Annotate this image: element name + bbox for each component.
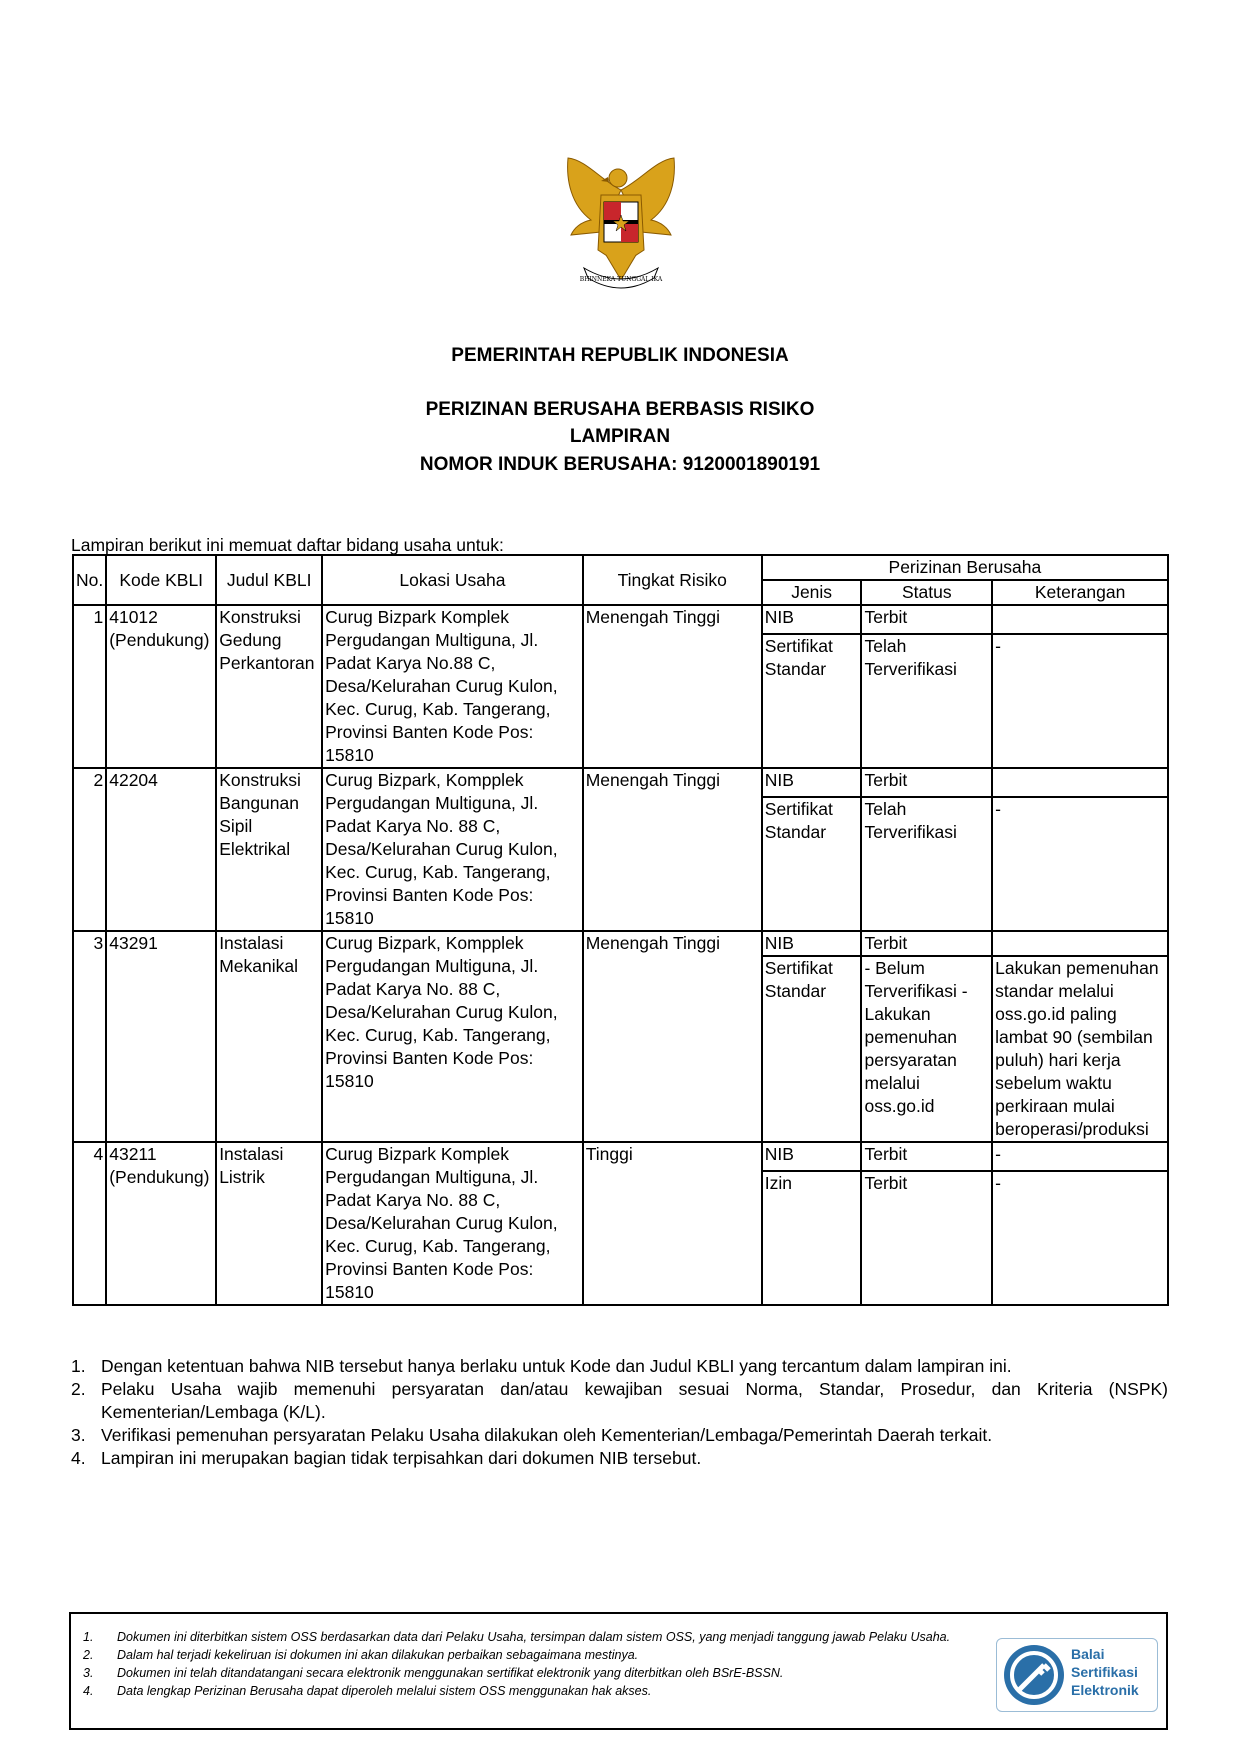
row-judul: Instalasi Mekanikal [216,931,322,1142]
row-risiko: Menengah Tinggi [583,931,762,1142]
footer-item [83,1664,983,1682]
note-number: 3. [71,1425,86,1445]
intro-text: Lampiran berikut ini memuat daftar bidang usaha untuk: [71,535,504,555]
table-row [73,1142,1168,1171]
table-row [73,605,1168,634]
logo-line: Elektronik [1071,1682,1139,1698]
note-item [71,1447,1168,1470]
row-judul: Instalasi Listrik [216,1142,322,1305]
footer-number: 3. [83,1666,94,1680]
note-item [71,1355,1168,1378]
header-no: No. [73,555,106,605]
footer-text: Data lengkap Perizinan Berusaha dapat diperoleh melalui sistem OSS menggunakan hak akses. [117,1684,652,1698]
footer-text: Dokumen ini telah ditandatangani secara elektronik menggunakan sertifikat elektronik yang diterbitkan oleh BSrE-BSSN. [117,1666,784,1680]
kbli-table [72,554,1169,1306]
table-row [73,931,1168,956]
header-keterangan: Keterangan [992,580,1168,605]
izin-ket: - [992,1142,1168,1171]
emblem-motto: BHINNEKA TUNGGAL IKA [579,276,663,283]
izin-status: Terbit [861,1142,992,1171]
note-item [71,1378,1168,1424]
footer-item [83,1646,983,1664]
header-jenis: Jenis [762,580,862,605]
document-subtitle: LAMPIRAN [569,426,671,447]
row-no: 3 [73,931,106,1142]
izin-status: Telah Terverifikasi [861,797,992,931]
row-risiko: Menengah Tinggi [583,605,762,768]
bsre-logo [996,1638,1158,1712]
row-no: 4 [73,1142,106,1305]
izin-status: Terbit [861,1171,992,1305]
footer-item [83,1682,983,1700]
izin-jenis: Sertifikat Standar [762,956,862,1142]
row-no: 2 [73,768,106,931]
izin-ket: Lakukan pemenuhan standar melalui oss.go.id paling lambat 90 (sembilan puluh) hari kerja sebelum waktu perkiraan mulai beroperasi/produksi [992,956,1168,1142]
note-item [71,1424,1168,1447]
header-risiko: Tingkat Risiko [583,555,762,605]
note-text: Pelaku Usaha wajib memenuhi persyaratan dan/atau kewajiban sesuai Norma, Standar, Prosedur, dan Kriteria (NSPK) Kementerian/Lembaga (K/L). [101,1379,1168,1422]
government-title: PEMERINTAH REPUBLIK INDONESIA [451,345,789,366]
row-risiko: Tinggi [583,1142,762,1305]
footer-number: 4. [83,1684,94,1698]
izin-jenis: NIB [762,768,862,797]
header-kode: Kode KBLI [106,555,216,605]
logo-text [1071,1645,1139,1699]
header-status: Status [861,580,992,605]
note-number: 2. [71,1379,86,1399]
footer-number: 1. [83,1630,94,1644]
note-text: Dengan ketentuan bahwa NIB tersebut hanya berlaku untuk Kode dan Judul KBLI yang tercantum dalam lampiran ini. [101,1356,1012,1376]
footer-text: Dokumen ini diterbitkan sistem OSS berdasarkan data dari Pelaku Usaha, tersimpan dalam sistem OSS, yang menjadi tanggung jawab Pelaku Usaha. [117,1630,951,1644]
garuda-emblem [546,150,696,300]
izin-jenis: NIB [762,931,862,956]
row-judul: Konstruksi Bangunan Sipil Elektrikal [216,768,322,931]
note-number: 4. [71,1448,86,1468]
row-kode: 42204 [106,768,216,931]
header-lokasi: Lokasi Usaha [322,555,583,605]
row-judul: Konstruksi Gedung Perkantoran [216,605,322,768]
izin-status: Terbit [861,768,992,797]
footer-text: Dalam hal terjadi kekeliruan isi dokumen ini akan dilakukan perbaikan sebagaimana mestinya. [117,1648,639,1662]
footer-box [69,1612,1168,1730]
certificate-key-icon [999,1640,1069,1710]
row-lokasi: Curug Bizpark Komplek Pergudangan Multiguna, Jl. Padat Karya No. 88 C, Desa/Kelurahan Curug Kulon, Kec. Curug, Kab. Tangerang, Provinsi Banten Kode Pos: 15810 [322,1142,583,1305]
izin-status: - Belum Terverifikasi - Lakukan pemenuhan persyaratan melalui oss.go.id [861,956,992,1142]
row-no: 1 [73,605,106,768]
note-text: Verifikasi pemenuhan persyaratan Pelaku Usaha dilakukan oleh Kementerian/Lembaga/Pemerintah Daerah terkait. [101,1425,993,1445]
izin-jenis: Sertifikat Standar [762,634,862,768]
row-lokasi: Curug Bizpark, Kompplek Pergudangan Multiguna, Jl. Padat Karya No. 88 C, Desa/Kelurahan Curug Kulon, Kec. Curug, Kab. Tangerang, Provinsi Banten Kode Pos: 15810 [322,931,583,1142]
notes-list [71,1355,1168,1470]
row-kode: 43291 [106,931,216,1142]
document-title: PERIZINAN BERUSAHA BERBASIS RISIKO [425,399,815,420]
logo-line: Balai [1071,1646,1105,1662]
header-perizinan: Perizinan Berusaha [762,555,1168,580]
izin-ket [992,768,1168,797]
nib-number: NOMOR INDUK BERUSAHA: 9120001890191 [419,454,821,475]
footer-list [83,1628,983,1700]
izin-jenis: NIB [762,605,862,634]
izin-jenis: NIB [762,1142,862,1171]
logo-line: Sertifikasi [1071,1664,1138,1680]
note-text: Lampiran ini merupakan bagian tidak terpisahkan dari dokumen NIB tersebut. [101,1448,702,1468]
row-lokasi: Curug Bizpark Komplek Pergudangan Multiguna, Jl. Padat Karya No.88 C, Desa/Kelurahan Curug Kulon, Kec. Curug, Kab. Tangerang, Provinsi Banten Kode Pos: 15810 [322,605,583,768]
izin-status: Terbit [861,605,992,634]
row-kode: 43211 (Pendukung) [106,1142,216,1305]
izin-jenis: Sertifikat Standar [762,797,862,931]
note-number: 1. [71,1356,86,1376]
header-judul: Judul KBLI [216,555,322,605]
izin-status: Telah Terverifikasi [861,634,992,768]
row-lokasi: Curug Bizpark, Kompplek Pergudangan Multiguna, Jl. Padat Karya No. 88 C, Desa/Kelurahan Curug Kulon, Kec. Curug, Kab. Tangerang, Provinsi Banten Kode Pos: 15810 [322,768,583,931]
izin-status: Terbit [861,931,992,956]
row-kode: 41012 (Pendukung) [106,605,216,768]
izin-jenis: Izin [762,1171,862,1305]
row-risiko: Menengah Tinggi [583,768,762,931]
footer-number: 2. [83,1648,94,1662]
izin-ket: - [992,797,1168,931]
izin-ket [992,931,1168,956]
table-row [73,768,1168,797]
izin-ket [992,605,1168,634]
footer-item [83,1628,983,1646]
izin-ket: - [992,634,1168,768]
izin-ket: - [992,1171,1168,1305]
